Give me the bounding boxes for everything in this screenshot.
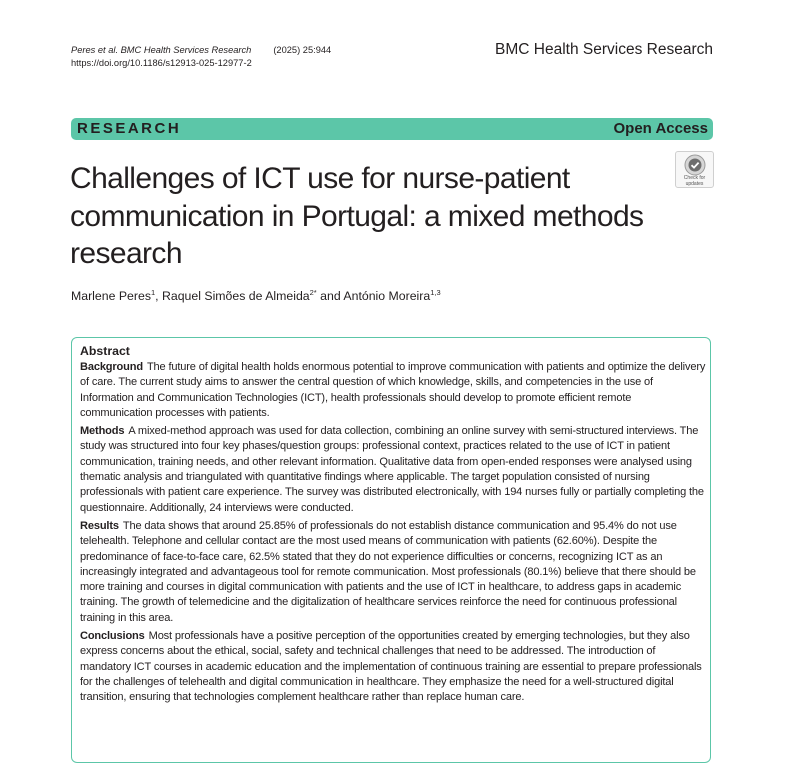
author-affiliation: 2*	[309, 288, 317, 297]
section-heading: Background	[80, 361, 143, 373]
section-heading: Results	[80, 519, 119, 532]
section-text: The future of digital health holds enormous potential to improve communication with patients and optimize the delivery of care. The current study aims to answer the central question of which knowledge, skills, and competencies in the use of Information and Communication Technologies (ICT), health professionals should develop to promote efficient remote communication processes with patients.	[80, 361, 706, 419]
doi-link[interactable]: https://doi.org/10.1186/s12913-025-12977-2	[71, 58, 252, 68]
citation: Peres et al. BMC Health Services Research	[71, 45, 252, 55]
section-heading: Methods	[80, 425, 125, 438]
author-affiliation: 1,3	[430, 288, 441, 297]
abstract-box	[71, 337, 711, 763]
section-heading: Conclusions	[80, 630, 145, 643]
section-text: Most professionals have a positive perception of the opportunities created by emerging technologies, but they also express concerns about the ethical, social, safety and technical challenges that need to be addressed. The introduction of mandatory ICT courses in academic education and the implementation of continuous training are essential to prepare professionals for the challenges of telehealth and digital communication in healthcare. They emphasize the need for a well-structured digital transition, ensuring that technologies complement healthcare rather than replace human care.	[80, 630, 702, 704]
abstract-methods	[80, 424, 706, 516]
abstract-heading: Abstract	[80, 344, 130, 358]
author-affiliation: 1	[150, 288, 156, 297]
abstract-background	[80, 360, 706, 421]
author-list	[71, 289, 441, 303]
author-name[interactable]: António Moreira	[343, 289, 431, 303]
author-name[interactable]: Raquel Simões de Almeida	[161, 289, 310, 303]
article-type-label: RESEARCH	[77, 120, 182, 137]
section-text: A mixed-method approach was used for data collection, combining an online survey with semi-structured interviews. The study was structured into four key phases/question groups: professional context, practices related to the use of ICT in patient communication, training needs, and other relevant information. Qualitative data from open-ended responses were analysed using thematic analysis and triangulated with quantitative findings where applicable. The target population consisted of nursing professionals with patient care experience. The survey was distributed electronically, with 194 nurses fully or partially completing the questionnaire. Additionally, 24 interviews were conducted.	[80, 425, 704, 514]
abstract-conclusions	[80, 629, 706, 705]
article-title: Challenges of ICT use for nurse-patient communication in Portugal: a mixed methods research	[70, 162, 644, 270]
author-separator: and	[316, 289, 344, 303]
check-for-updates-text: Check for updates	[683, 175, 706, 187]
section-text: The data shows that around 25.85% of professionals do not establish distance communication and 95.4% do not use telehealth. Telephone and cellular contact are the most used means of communication with patients (62.60%). Despite the predominance of face-to-face care, 62.5% stated that they do not experience difficulties or concerns, recognizing ICT as an increasingly integrated and advantageous tool for remote communication. Most professionals (80.1%) believe that there should be more training and courses in digital communication with patients and the use of ICT in healthcare, to address gaps in academic training. The growth of telemedicine and the digitalization of healthcare services reinforce the need for continuous professional training in this area.	[80, 519, 696, 624]
open-access-label: Open Access	[613, 120, 708, 137]
article-header	[71, 44, 331, 70]
article-type-banner	[71, 118, 713, 140]
author-name[interactable]: Marlene Peres	[71, 289, 151, 303]
year-issue: (2025) 25:944	[273, 45, 332, 55]
journal-name: BMC Health Services Research	[495, 41, 713, 58]
author-separator: ,	[155, 289, 162, 303]
abstract-results	[80, 519, 706, 626]
